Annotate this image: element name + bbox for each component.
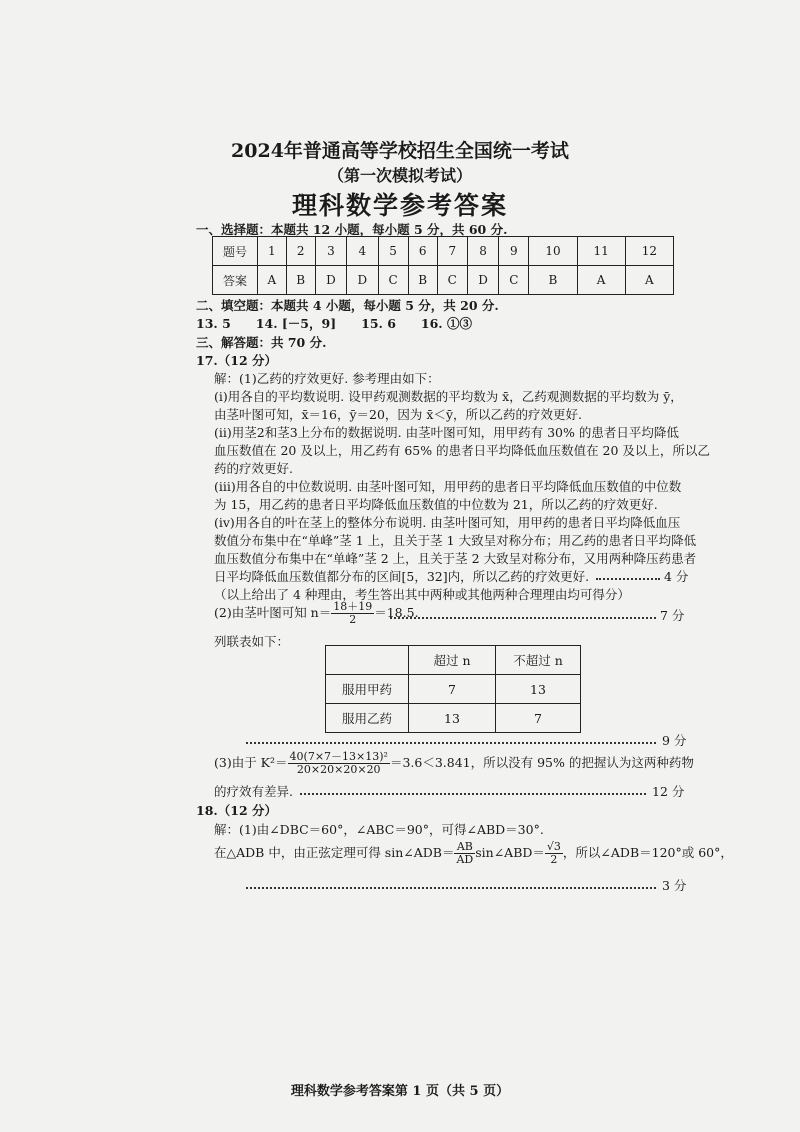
score-mark: 4 分 [664, 569, 689, 584]
answer-cell: A [258, 266, 287, 295]
answer-cell: D [347, 266, 378, 295]
answer-cell: A [625, 266, 673, 295]
q17-part2-post: ＝18.5. [374, 605, 419, 620]
answer-cell: B [286, 266, 315, 295]
table-corner [326, 646, 409, 675]
row-label: 题号 [213, 237, 258, 266]
answer-cell: B [408, 266, 437, 295]
dotted-leader [246, 887, 656, 889]
q17-part3 [214, 748, 694, 778]
table-intro: 列联表如下： [214, 634, 290, 649]
q17-line: 由茎叶图可知，x̄＝16，ȳ＝20，因为 x̄＜ȳ，所以乙药的疗效更好. [214, 407, 582, 422]
table-header: 不超过 n [496, 646, 581, 675]
q17-part3-pre: (3)由于 K²＝ [214, 755, 288, 770]
number-cell: 2 [286, 237, 315, 266]
q17-line: 数值分布集中在“单峰”茎 1 上，且关于茎 1 大致呈对称分布；用乙药的患者日平均降低 [214, 533, 697, 548]
table-cell: 13 [409, 704, 496, 733]
answer-cell: C [437, 266, 467, 295]
q17-part2-pre: (2)由茎叶图可知 n＝ [214, 605, 332, 620]
q18-label: 18.（12 分） [196, 803, 277, 818]
answer-cell: D [467, 266, 498, 295]
document-title: 理科数学参考答案 [291, 191, 508, 220]
fraction-denominator: 2 [550, 853, 558, 866]
number-row [213, 237, 674, 266]
table-row [326, 675, 581, 704]
fraction [454, 841, 475, 866]
answer-cell: C [378, 266, 408, 295]
fraction-denominator: AD [456, 853, 474, 866]
number-cell: 11 [577, 237, 625, 266]
q18-line2-pre: 在△ADB 中，由正弦定理可得 sin∠ADB＝ [214, 845, 455, 860]
q18-line2-mid: sin∠ABD＝ [475, 845, 545, 860]
page-footer: 理科数学参考答案第 1 页（共 5 页） [290, 1084, 510, 1099]
dotted-leader [390, 617, 656, 619]
dotted-leader [300, 793, 646, 795]
answer-row [213, 266, 674, 295]
score-mark: 9 分 [662, 733, 687, 748]
table-header: 超过 n [409, 646, 496, 675]
number-cell: 10 [529, 237, 577, 266]
q17-part2 [214, 600, 419, 626]
table-header-row [326, 646, 581, 675]
section1-heading: 一、选择题：本题共 12 小题，每小题 5 分，共 60 分. [196, 222, 508, 237]
table-row-label: 服用甲药 [326, 675, 409, 704]
fraction [545, 841, 563, 866]
number-cell: 3 [315, 237, 346, 266]
number-cell: 8 [467, 237, 498, 266]
answer-cell: B [529, 266, 577, 295]
q17-line: 为 15，用乙药的患者日平均降低血压数值的中位数为 21，所以乙药的疗效更好. [214, 497, 658, 512]
q17-line: 解：(1)乙药的疗效更好. 参考理由如下： [214, 371, 440, 386]
q17-line: 药的疗效更好. [214, 461, 293, 476]
answer-cell: D [315, 266, 346, 295]
dotted-leader [596, 578, 660, 580]
exam-subtitle: （第一次模拟考试） [327, 166, 472, 185]
table-row-label: 服用乙药 [326, 704, 409, 733]
q17-line: (iii)用各自的中位数说明. 由茎叶图可知，用甲药的患者日平均降低血压数值的中位数 [214, 479, 682, 494]
score-mark: 12 分 [652, 784, 685, 799]
number-cell: 1 [258, 237, 287, 266]
fraction-numerator: AB [454, 841, 475, 854]
q17-line: (iv)用各自的叶在茎上的整体分布说明. 由茎叶图可知，用甲药的患者日平均降低血压 [214, 515, 681, 530]
number-cell: 12 [625, 237, 673, 266]
q17-label: 17.（12 分） [196, 353, 277, 368]
fraction-denominator: 2 [349, 613, 357, 626]
section2-heading: 二、填空题：本题共 4 小题，每小题 5 分，共 20 分. [196, 298, 499, 313]
table-row [326, 704, 581, 733]
fraction-numerator: 40(7×7－13×13)² [289, 750, 388, 763]
q17-line: 日平均降低血压数值都分布的区间[5，32]内，所以乙药的疗效更好. [214, 569, 590, 584]
table-cell: 13 [496, 675, 581, 704]
q17-line: (i)用各自的平均数说明. 设甲药观测数据的平均数为 x̄，乙药观测数据的平均数为 ȳ， [214, 389, 683, 404]
fraction [288, 751, 390, 776]
choice-answer-table [212, 236, 674, 295]
q17-part3-post: ＝3.6＜3.841，所以没有 95% 的把握认为这两种药物 [389, 755, 694, 770]
q17-line: 血压数值分布集中在“单峰”茎 2 上，且关于茎 2 大致呈对称分布，又用两种降压药患者 [214, 551, 697, 566]
q17-line: 血压数值在 20 及以上，用乙药有 65% 的患者日平均降低血压数值在 20 及以上，所以乙 [214, 443, 710, 458]
exam-title: 2024年普通高等学校招生全国统一考试 [231, 140, 569, 162]
fraction-numerator: 18＋19 [333, 600, 373, 613]
q18-line2-post: ，所以∠ADB＝120°或 60°， [562, 845, 733, 860]
score-mark: 3 分 [662, 878, 687, 893]
number-cell: 9 [499, 237, 529, 266]
fraction-numerator: √3 [546, 840, 561, 853]
answer-cell: C [499, 266, 529, 295]
row-label: 答案 [213, 266, 258, 295]
score-mark: 7 分 [660, 608, 685, 623]
q17-part3-line2: 的疗效有差异. [214, 784, 293, 799]
fraction-denominator: 20×20×20×20 [296, 763, 381, 776]
fraction [331, 601, 374, 626]
number-cell: 6 [408, 237, 437, 266]
q18-line2 [214, 838, 733, 868]
table-cell: 7 [409, 675, 496, 704]
q18-line: 解：(1)由∠DBC＝60°，∠ABC＝90°，可得∠ABD＝30°. [214, 822, 544, 837]
number-cell: 7 [437, 237, 467, 266]
contingency-table [325, 645, 581, 733]
dotted-leader [246, 742, 656, 744]
fill-blank-answers: 13. 5 14. [－5，9] 15. 6 16. ①③ [196, 316, 473, 331]
number-cell: 4 [347, 237, 378, 266]
q17-line: (ii)用茎2和茎3上分布的数据说明. 由茎叶图可知，用甲药有 30% 的患者日平均降低 [214, 425, 679, 440]
table-cell: 7 [496, 704, 581, 733]
number-cell: 5 [378, 237, 408, 266]
answer-cell: A [577, 266, 625, 295]
q17-line: （以上给出了 4 种理由，考生答出其中两种或其他两种合理理由均可得分） [214, 587, 630, 602]
section3-heading: 三、解答题：共 70 分. [196, 335, 327, 350]
